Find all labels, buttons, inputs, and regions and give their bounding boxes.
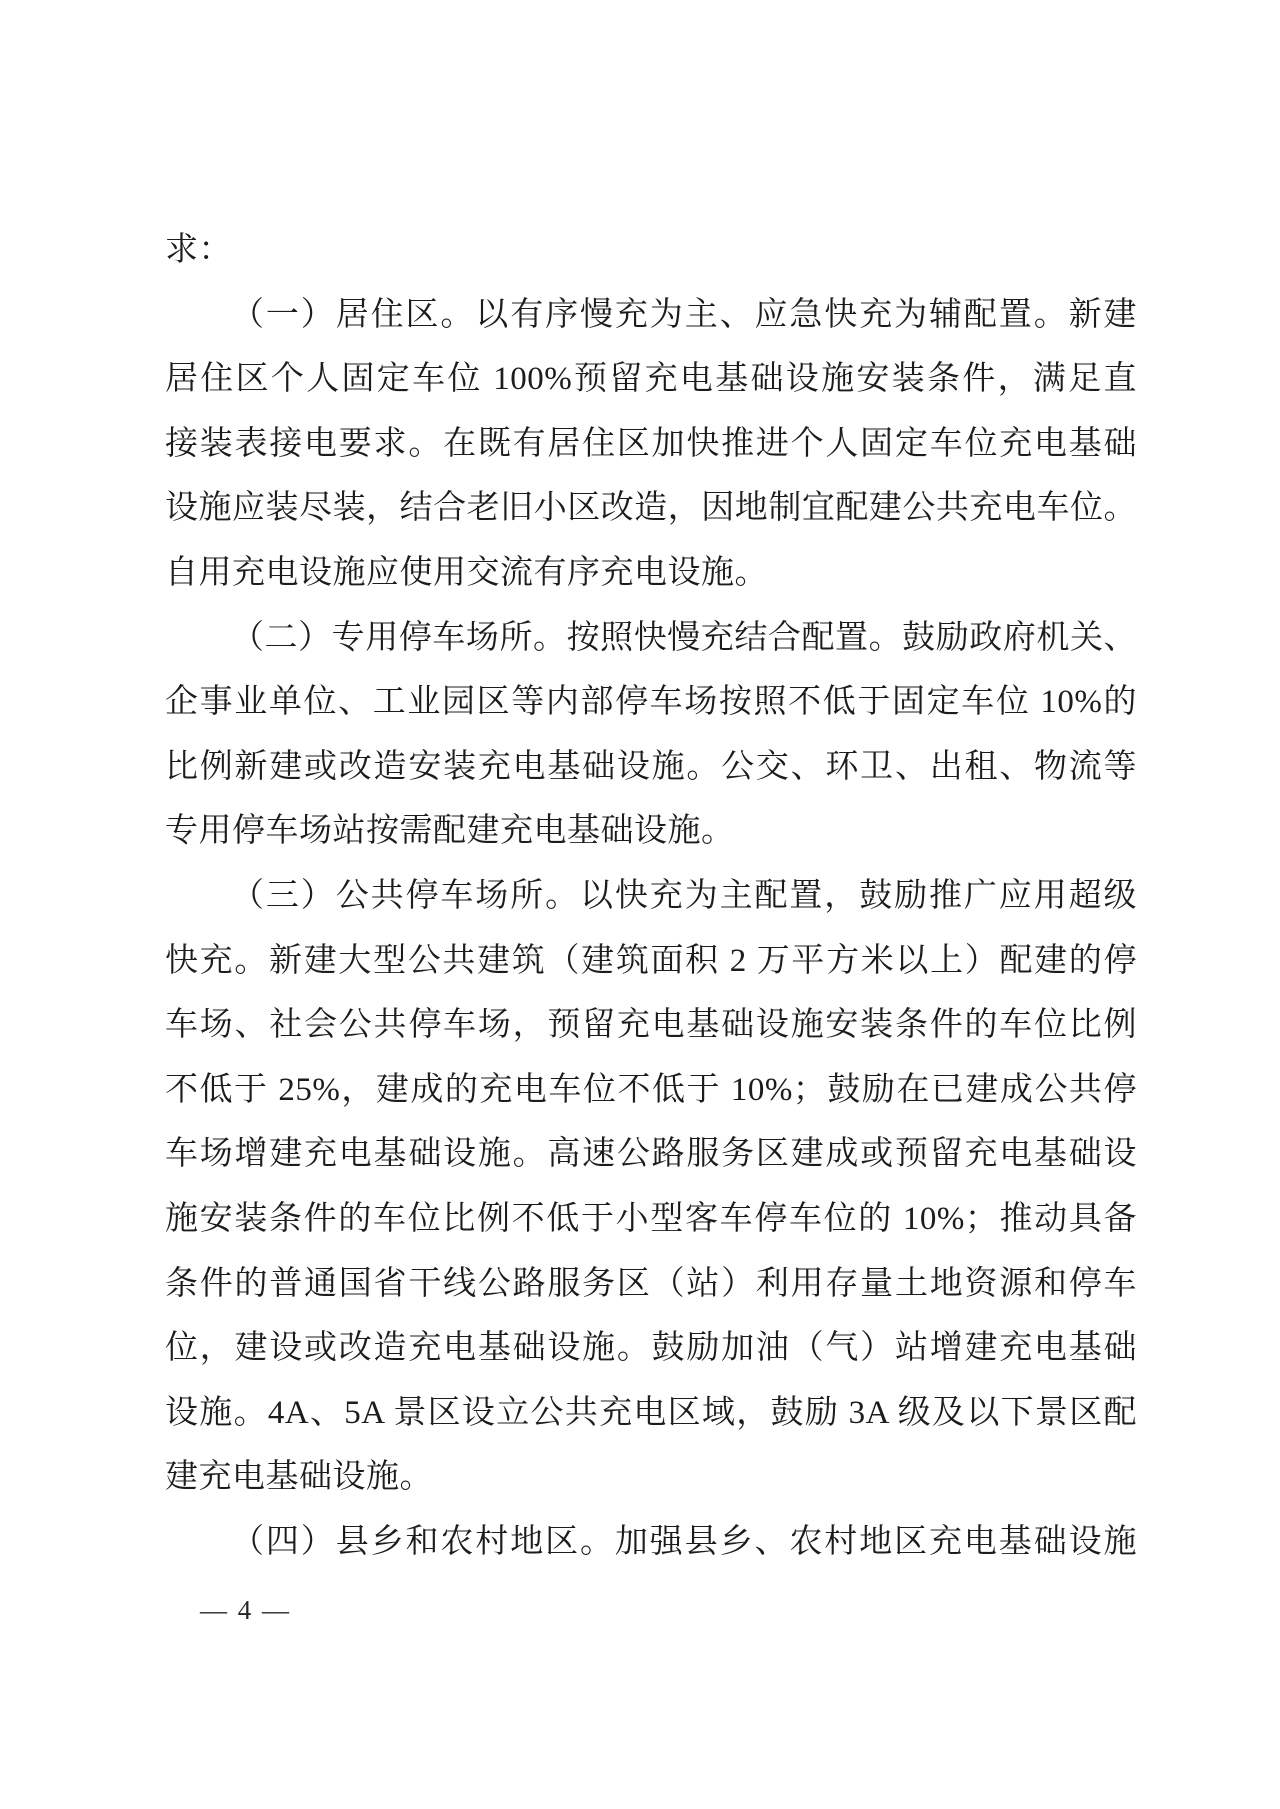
text-line: 快充。新建大型公共建筑（建筑面积 2 万平方米以上）配建的停 xyxy=(165,942,1137,979)
text-line: 位，建设或改造充电基础设施。鼓励加油（气）站增建充电基础 xyxy=(165,1330,1137,1367)
text-line: 车场、社会公共停车场，预留充电基础设施安装条件的车位比例 xyxy=(165,1007,1137,1044)
text-line: 企事业单位、工业园区等内部停车场按照不低于固定车位 10%的 xyxy=(165,684,1137,721)
text-line: 居住区个人固定车位 100%预留充电基础设施安装条件，满足直 xyxy=(165,361,1137,398)
text-line: （三）公共停车场所。以快充为主配置，鼓励推广应用超级 xyxy=(231,877,1137,914)
text-line: （一）居住区。以有序慢充为主、应急快充为辅配置。新建 xyxy=(231,296,1137,333)
text-line: 自用充电设施应使用交流有序充电设施。 xyxy=(165,554,768,591)
text-line: （二）专用停车场所。按照快慢充结合配置。鼓励政府机关、 xyxy=(231,619,1137,656)
page-number: — 4 — xyxy=(200,1595,291,1625)
text-line: 求： xyxy=(165,232,232,268)
text-line: 比例新建或改造安装充电基础设施。公交、环卫、出租、物流等 xyxy=(165,748,1137,785)
text-line: 设施应装尽装，结合老旧小区改造，因地制宜配建公共充电车位。 xyxy=(165,490,1137,527)
document-body xyxy=(165,218,1137,1574)
text-line: 设施。4A、5A 景区设立公共充电区域，鼓励 3A 级及以下景区配 xyxy=(165,1394,1137,1431)
text-line: 专用停车场站按需配建充电基础设施。 xyxy=(165,813,735,850)
text-line: 不低于 25%，建成的充电车位不低于 10%；鼓励在已建成公共停 xyxy=(165,1071,1137,1108)
text-line: 车场增建充电基础设施。高速公路服务区建成或预留充电基础设 xyxy=(165,1136,1137,1173)
text-line: （四）县乡和农村地区。加强县乡、农村地区充电基础设施 xyxy=(231,1523,1137,1560)
text-line: 建充电基础设施。 xyxy=(165,1459,433,1496)
text-line: 施安装条件的车位比例不低于小型客车停车位的 10%；推动具备 xyxy=(165,1200,1137,1237)
text-line: 接装表接电要求。在既有居住区加快推进个人固定车位充电基础 xyxy=(165,425,1137,462)
text-line: 条件的普通国省干线公路服务区（站）利用存量土地资源和停车 xyxy=(165,1265,1137,1302)
